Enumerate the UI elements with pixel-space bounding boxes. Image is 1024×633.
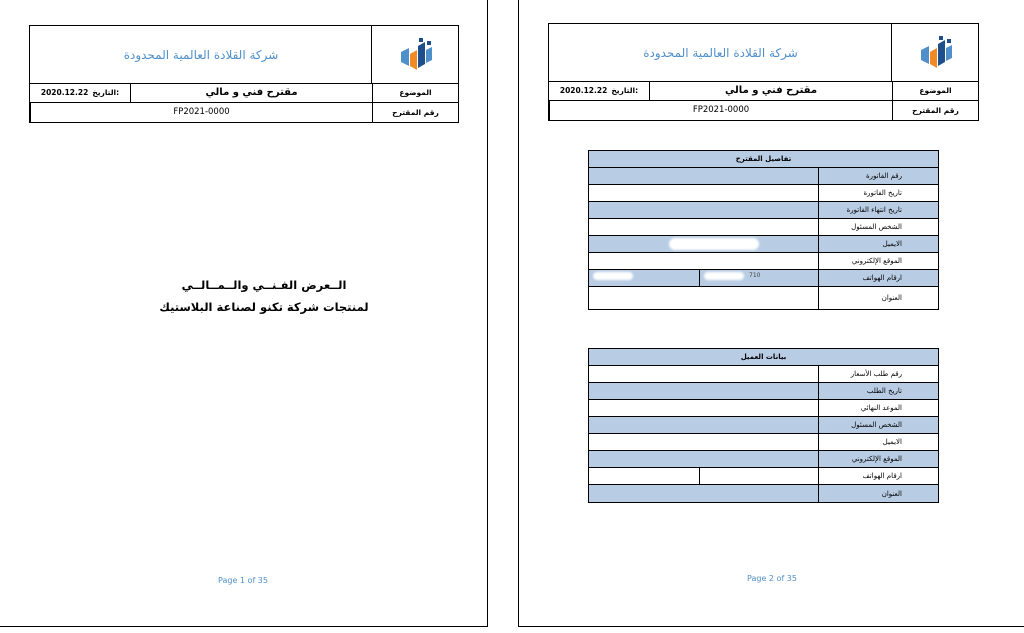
row-label: الايميل: [818, 434, 938, 450]
table-title: تفاصيل المقترح: [589, 151, 938, 168]
row-value[interactable]: [589, 185, 818, 201]
table-row: [589, 287, 938, 309]
client-data-table: [588, 348, 939, 503]
row-value[interactable]: [589, 168, 818, 184]
row-value[interactable]: [589, 202, 818, 218]
date-label: التاريخ:: [611, 86, 639, 95]
row-value[interactable]: [589, 219, 818, 235]
row-label: ارقام الهواتف: [818, 468, 938, 484]
redacted-area: [593, 272, 633, 280]
row-label: تاريخ انتهاء الفاتورة: [818, 202, 938, 218]
row-value[interactable]: [589, 485, 818, 502]
row-label: تاريخ الطلب: [818, 383, 938, 399]
date-value: 2020.12.22: [559, 86, 608, 95]
row-label: تاريخ الفاتورة: [818, 185, 938, 201]
table-row: [589, 185, 938, 202]
table-row: [589, 236, 938, 253]
subject-label: الموضوع: [892, 81, 978, 100]
page-header: [29, 25, 459, 123]
ref-value: FP2021-0000: [30, 102, 372, 122]
table-row: [589, 434, 938, 451]
row-value[interactable]: [589, 287, 818, 309]
row-label: رقم الفاتورة: [818, 168, 938, 184]
row-value[interactable]: [589, 434, 818, 450]
subject-label: الموضوع: [372, 83, 458, 102]
page-2: [518, 0, 1024, 627]
table-row: [589, 202, 938, 219]
table-row: [589, 366, 938, 383]
company-name: شركة القلادة العالمية المحدودة: [123, 47, 279, 62]
row-value[interactable]: [589, 417, 818, 433]
cover-title-line-2: لمنتجات شركة تكنو لصناعة البلاستيك: [159, 300, 369, 314]
row-label: رقم طلب الأسعار: [818, 366, 938, 382]
row-value[interactable]: [589, 366, 818, 382]
table-row: [589, 451, 938, 468]
cover-title: [99, 274, 429, 318]
row-label: الايميل: [818, 236, 938, 252]
date-cell: [549, 81, 649, 100]
table-row: [589, 219, 938, 236]
ref-value: FP2021-0000: [549, 100, 892, 120]
row-value[interactable]: [589, 270, 818, 286]
row-label: الموعد النهائي: [818, 400, 938, 416]
phone-fragment: 710: [749, 272, 761, 279]
table-row: [589, 253, 938, 270]
row-value[interactable]: [589, 383, 818, 399]
table-row: [589, 168, 938, 185]
row-value[interactable]: [589, 468, 818, 484]
redacted-area: [704, 272, 744, 280]
row-label: الشخص المسئول: [818, 417, 938, 433]
ref-label: رقم المقترح: [372, 102, 458, 122]
table-row: [589, 485, 938, 502]
row-value[interactable]: [589, 253, 818, 269]
redacted-area: [659, 255, 749, 267]
row-label: الشخص المسئول: [818, 219, 938, 235]
date-label: التاريخ:: [92, 88, 120, 97]
redacted-area: [593, 290, 813, 305]
row-label: الموقع الإلكتروني: [818, 253, 938, 269]
row-label: العنوان: [818, 287, 938, 309]
proposal-details-table: [588, 150, 939, 310]
table-row: [589, 417, 938, 434]
subject-value: مقترح فني و مالي: [649, 81, 892, 100]
table-title: بيانات العميل: [589, 349, 938, 366]
table-row: [589, 383, 938, 400]
company-logo-icon: [919, 36, 953, 70]
row-label: ارقام الهواتف: [818, 270, 938, 286]
table-row: [589, 468, 938, 485]
date-cell: [30, 83, 130, 102]
page-number: Page 2 of 35: [747, 574, 797, 583]
table-row: [589, 270, 938, 287]
page-1: [0, 0, 488, 627]
company-name: شركة القلادة العالمية المحدودة: [643, 45, 798, 60]
row-value[interactable]: [589, 451, 818, 467]
company-logo-icon: [399, 38, 433, 72]
row-value[interactable]: [589, 400, 818, 416]
row-value[interactable]: [589, 236, 818, 252]
redacted-area: [669, 238, 759, 250]
table-row: [589, 400, 938, 417]
subject-value: مقترح فني و مالي: [130, 83, 372, 102]
cover-title-line-1: الــعرض الفـنــي والــمــالــي: [181, 278, 347, 292]
date-value: 2020.12.22: [40, 88, 89, 97]
row-label: العنوان: [818, 485, 938, 502]
page-number: Page 1 of 35: [218, 576, 268, 585]
ref-label: رقم المقترح: [892, 100, 978, 120]
page-header: [548, 23, 979, 121]
row-label: الموقع الإلكتروني: [818, 451, 938, 467]
